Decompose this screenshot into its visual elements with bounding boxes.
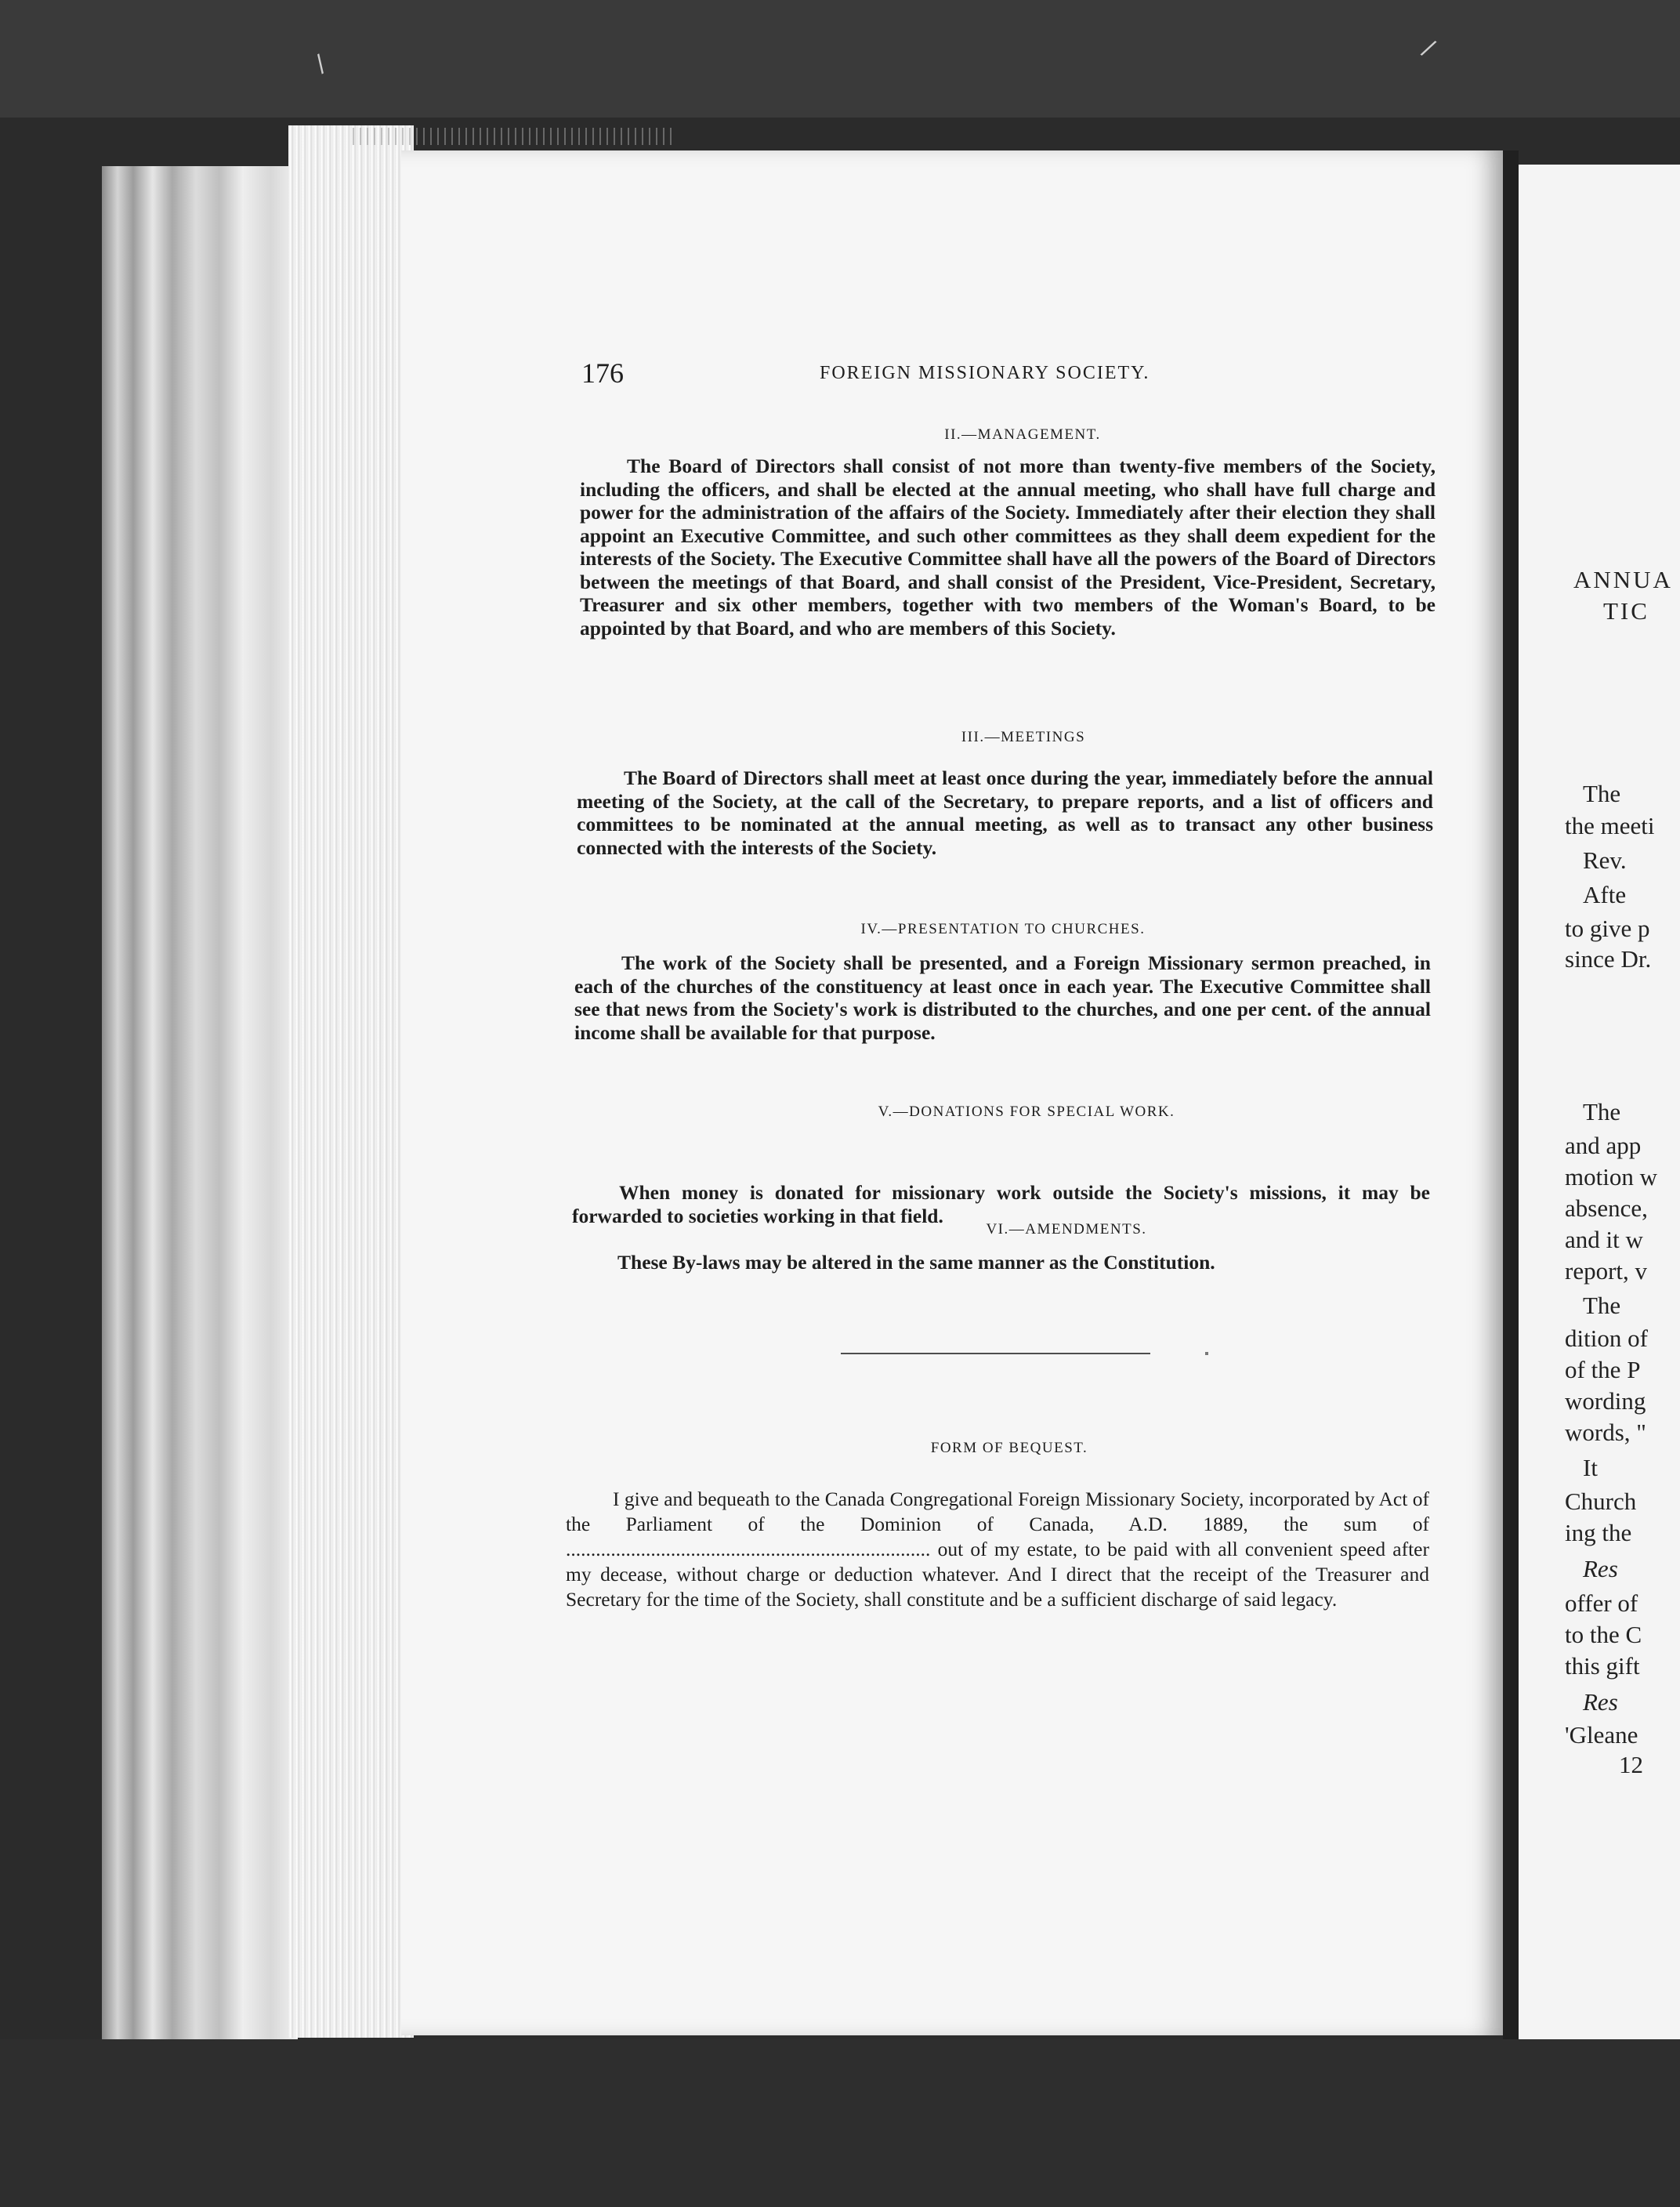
facing-page-line: the meeti <box>1565 812 1655 839</box>
facing-page-line: Res <box>1583 1688 1618 1716</box>
section-text-meetings: The Board of Directors shall meet at least once during the year, immediately before the annual meeting of the Society, at the call of the Secretary, to prepare reports, and a list of officers and committees to be nominated at the annual meeting, as well as to transact any other business connected with the interests of the Society. <box>577 766 1433 859</box>
divider-speck <box>1205 1352 1208 1355</box>
section-text-donations: When money is donated for missionary work outside the Society's missions, it may be forwarded to societies working in that field. <box>572 1181 1430 1227</box>
running-title: FOREIGN MISSIONARY SOCIETY. <box>820 363 1150 383</box>
scan-speck: / <box>310 49 331 78</box>
facing-page-line: to give p <box>1565 915 1650 942</box>
facing-page-line: The <box>1583 1292 1621 1319</box>
facing-page-line: wording <box>1565 1387 1646 1415</box>
section-heading-management: II.—MANAGEMENT. <box>944 426 1101 443</box>
facing-page-line: offer of <box>1565 1589 1638 1617</box>
facing-page-line: The <box>1583 780 1621 807</box>
book-gutter <box>1503 150 1519 2039</box>
facing-page-line: The <box>1583 1098 1621 1125</box>
section-heading-amendments: VI.—AMENDMENTS. <box>986 1221 1147 1238</box>
facing-page-line: motion w <box>1565 1163 1657 1190</box>
facing-page-line: since Dr. <box>1565 945 1652 973</box>
facing-page <box>1519 165 1680 2039</box>
section-text-presentation: The work of the Society shall be presented, and a Foreign Missionary sermon preached, in each of the churches of the constituency at least once in each year. The Executive Committee shall see that news from the Society's work is distributed to the churches, and one per cent. of the annual income shall be available for that purpose. <box>574 951 1431 1044</box>
facing-page-line: of the P <box>1565 1356 1641 1383</box>
page-stack-edges <box>288 125 414 2038</box>
facing-page-line: dition of <box>1565 1325 1648 1352</box>
section-heading-meetings: III.—MEETINGS <box>961 729 1086 745</box>
page-number: 176 <box>581 357 624 389</box>
facing-page-line: to the C <box>1565 1621 1642 1648</box>
facing-page-line: Res <box>1583 1555 1618 1582</box>
section-heading-donations: V.—DONATIONS FOR SPECIAL WORK. <box>878 1104 1175 1120</box>
facing-page-line: It <box>1583 1454 1598 1481</box>
section-divider <box>841 1353 1150 1354</box>
facing-page-line: ANNUA <box>1573 566 1673 593</box>
facing-page-line: absence, <box>1565 1194 1648 1222</box>
facing-page-line: Rev. <box>1583 846 1627 874</box>
scan-background-top <box>0 0 1680 118</box>
scan-background-bottom <box>0 2039 1680 2207</box>
facing-page-line: and app <box>1565 1132 1642 1159</box>
facing-page-line: words, " <box>1565 1419 1646 1446</box>
bequest-text: I give and bequeath to the Canada Congregational Foreign Missionary Society, incorporated by Act of the Parliament of the Dominion of Canada, A.D. 1889, the sum of ......................................................................... out of my estate, to be paid with all convenient speed after my decease, without charge or deduction whatever. And I direct that the receipt of the Treasurer and Secretary for the time of the Society, shall constitute and be a sufficient discharge of said legacy. <box>566 1488 1429 1611</box>
section-text-amendments: These By-laws may be altered in the same manner as the Constitution. <box>617 1251 1215 1274</box>
book-left-edge <box>102 166 298 2039</box>
facing-page-line: 'Gleane <box>1565 1721 1638 1749</box>
perforated-top-strip <box>353 128 674 145</box>
bequest-heading: FORM OF BEQUEST. <box>930 1440 1088 1456</box>
section-heading-presentation: IV.—PRESENTATION TO CHURCHES. <box>860 921 1146 937</box>
facing-page-line: Afte <box>1583 881 1627 908</box>
facing-page-line: 12 <box>1619 1751 1643 1778</box>
scan-speck: / <box>1418 34 1439 63</box>
facing-page-line: ing the <box>1565 1519 1632 1546</box>
facing-page-line: and it w <box>1565 1226 1643 1253</box>
facing-page-line: this gift <box>1565 1652 1640 1680</box>
running-head <box>581 357 1224 388</box>
section-text-management: The Board of Directors shall consist of not more than twenty-five members of the Society, including the officers, and shall be elected at the annual meeting, who shall have full charge and power for the administration of the affairs of the Society. Immediately after their election they shall appoint an Executive Committee, and such other committees as they shall deem expedient for the interests of the Society. The Executive Committee shall have all the powers of the Board of Directors between the meetings of that Board, and shall consist of the President, Vice-President, Secretary, Treasurer and six other members, together with two members of the Woman's Board, to be appointed by that Board, and who are members of this Society. <box>580 455 1436 640</box>
facing-page-line: TIC <box>1603 597 1649 625</box>
facing-page-line: Church <box>1565 1488 1637 1515</box>
facing-page-line: report, v <box>1565 1257 1648 1285</box>
